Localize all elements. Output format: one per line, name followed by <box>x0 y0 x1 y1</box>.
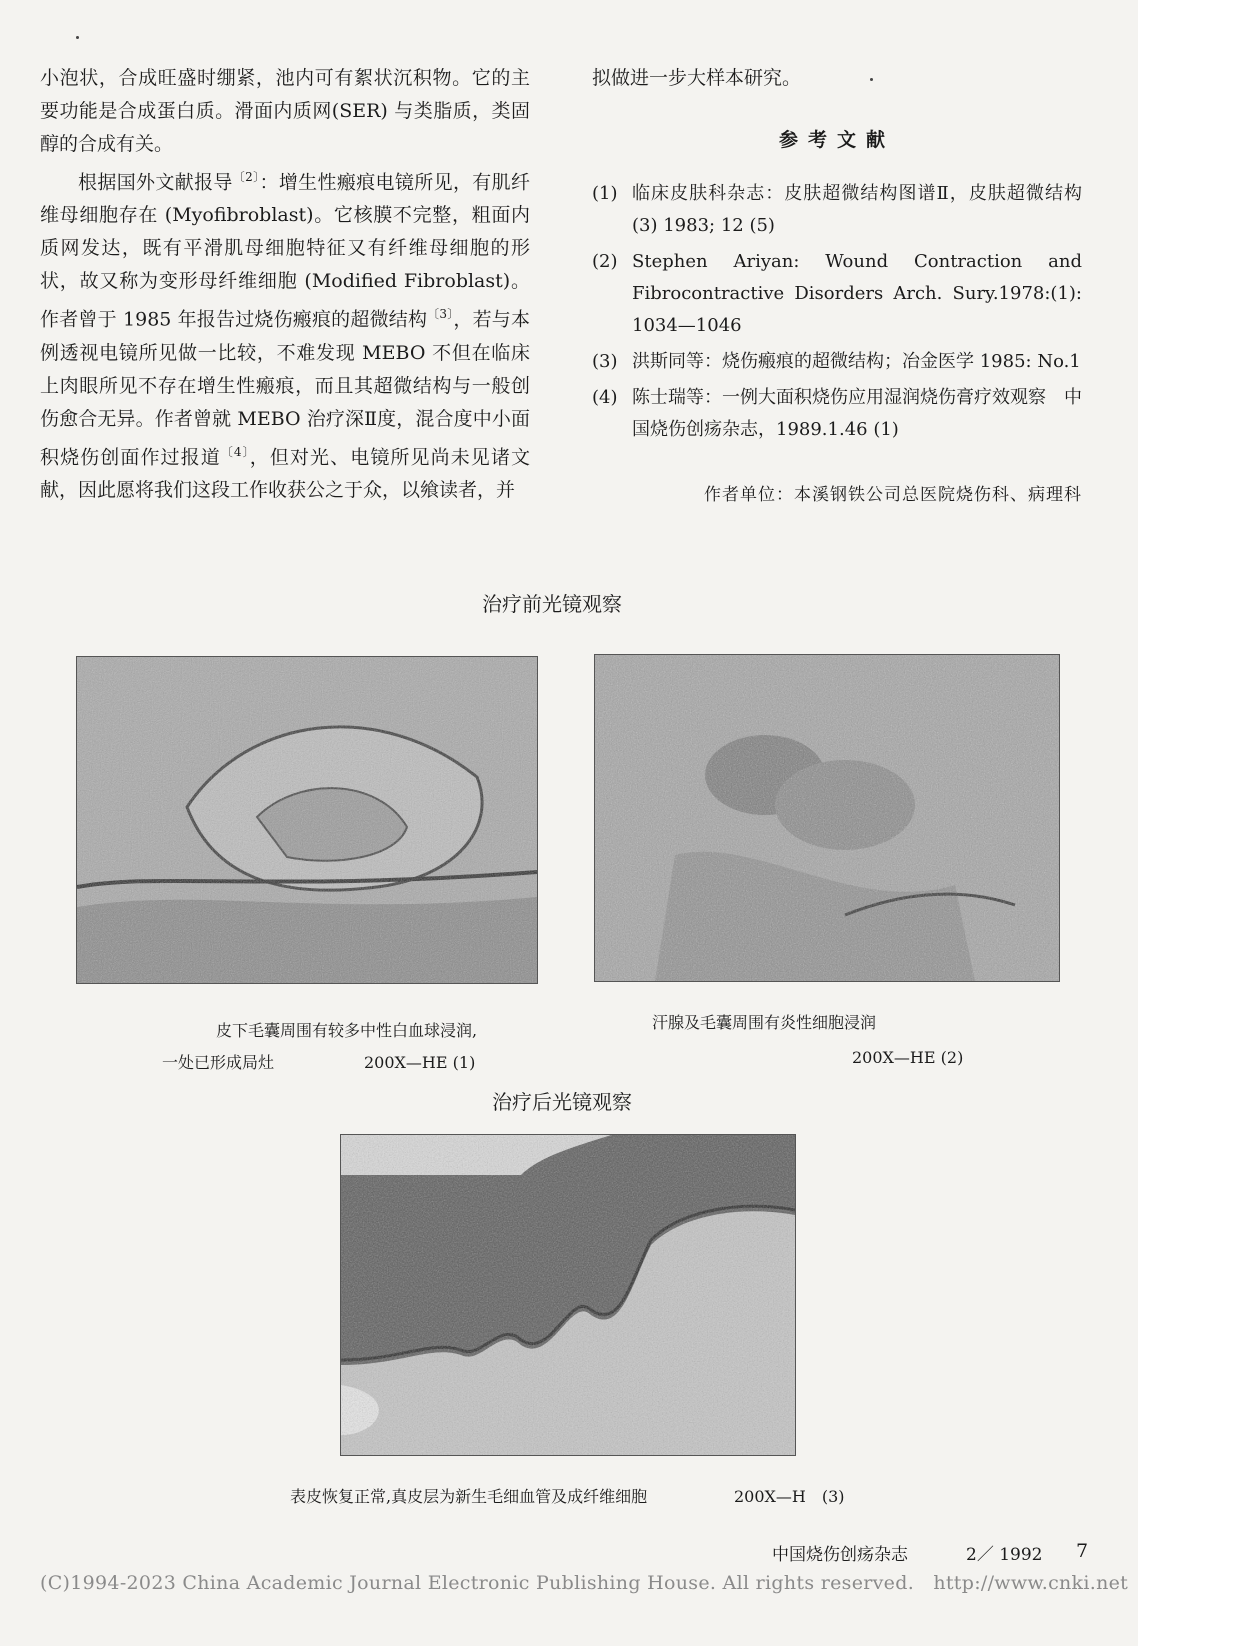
scan-margin <box>1138 0 1247 1646</box>
text-run: 根据国外文献报导 <box>78 171 233 194</box>
text-run: ，但对光、电镜所见尚未见诸文献，因此愿将我们这段工作收获公之于众，以飨读者，并 <box>40 445 530 501</box>
figure-caption: 一处已形成局灶 <box>162 1053 275 1072</box>
left-column <box>40 62 530 507</box>
reference-number: (3) <box>592 351 618 372</box>
references-title: 参考文献 <box>778 129 895 151</box>
author-affiliation: 作者单位：本溪钢铁公司总医院烧伤科、病理科 <box>704 485 1082 505</box>
paragraph: 拟做进一步大样本研究。 <box>592 67 802 89</box>
reference-text: 临床皮肤科杂志：皮肤超微结构图谱Ⅱ，皮肤超微结构 (3) 1983; 12 (5) <box>632 183 1082 236</box>
copyright-notice: (C)1994-2023 China Academic Journal Electronic Publishing House. All rights reserved. http://www.cnki.net <box>40 1572 1129 1594</box>
reference-item <box>592 382 1082 446</box>
right-column <box>592 62 1082 505</box>
citation-mark: 〔3〕 <box>427 307 454 322</box>
text-run: ，若与本例透视电镜所见做一比较，不难发现 MEBO 不但在临床上肉眼所见不存在增生性瘢痕，而且其超微结构与一般创伤愈合无异。作者曾就 MEBO 治疗深Ⅱ度，混合度中小面积烧伤创面作过报道 <box>40 308 530 468</box>
paragraph <box>40 161 530 507</box>
reference-item <box>592 178 1082 242</box>
micrograph-3 <box>340 1134 796 1456</box>
scan-speck <box>76 36 79 39</box>
figure-caption: 皮下毛囊周围有较多中性白血球浸润, <box>216 1021 478 1040</box>
reference-number: (1) <box>592 183 618 204</box>
figure-label: 200X—H (3) <box>734 1487 845 1506</box>
figure-section-heading: 治疗后光镜观察 <box>492 1090 632 1114</box>
page-number: 7 <box>1076 1540 1089 1562</box>
reference-text: Stephen Ariyan: Wound Contraction and Fibrocontractive Disorders Arch. Sury.1978:(1): 1034—1046 <box>632 251 1082 336</box>
reference-text: 洪斯同等：烧伤瘢痕的超微结构；冶金医学 1985: No.1 <box>632 351 1081 372</box>
text-run: ：增生性瘢痕电镜所见，有肌纤维母细胞存在 (Myofibroblast)。它核膜不完整，粗面内质网发达，既有平滑肌母细胞特征又有纤维母细胞的形状，故又称为变形母纤维细胞 (Modified Fibroblast)。作者曾于 1985 年报告过烧伤瘢痕的超微结构 <box>40 171 530 331</box>
journal-name: 中国烧伤创疡杂志 <box>772 1545 908 1565</box>
reference-item <box>592 346 1082 378</box>
figure-section-heading: 治疗前光镜观察 <box>482 592 622 616</box>
reference-number: (2) <box>592 251 618 272</box>
citation-mark: 〔4〕 <box>220 444 250 459</box>
figure-caption: 表皮恢复正常,真皮层为新生毛细血管及成纤维细胞 <box>290 1487 648 1506</box>
issue-number: 2／ 1992 <box>966 1545 1043 1565</box>
reference-item <box>592 246 1082 342</box>
figure-label: 200X—HE (2) <box>852 1048 964 1067</box>
figure-caption: 汗腺及毛囊周围有炎性细胞浸润 <box>652 1013 877 1032</box>
figure-label: 200X—HE (1) <box>364 1053 476 1072</box>
citation-mark: 〔2〕 <box>232 170 260 184</box>
reference-number: (4) <box>592 387 618 408</box>
micrograph-2 <box>594 654 1060 982</box>
reference-text: 陈士瑞等：一例大面积烧伤应用湿润烧伤膏疗效观察 中国烧伤创疡杂志，1989.1.46 (1) <box>632 387 1082 440</box>
paragraph: 小泡状，合成旺盛时绷紧，池内可有絮状沉积物。它的主要功能是合成蛋白质。滑面内质网(SER) 与类脂质，类固醇的合成有关。 <box>40 67 530 155</box>
micrograph-1 <box>76 656 538 984</box>
